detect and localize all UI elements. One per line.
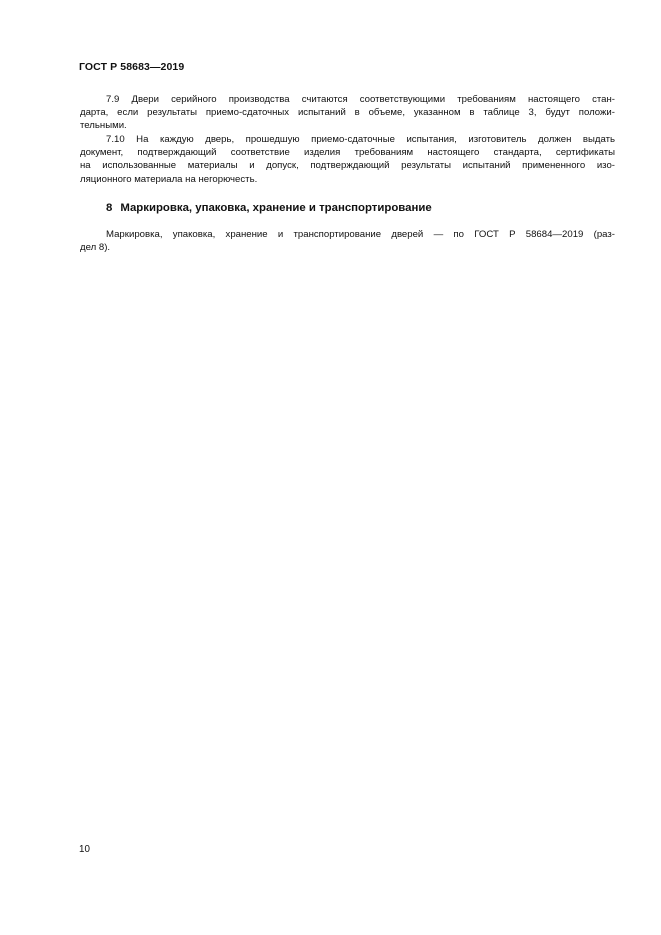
paragraph-line: 7.9 Двери серийного производства считаются соответствующими требованиям настоящего стан- [106, 94, 615, 105]
document-header: ГОСТ Р 58683—2019 [79, 61, 185, 73]
paragraph-line: тельными. [80, 120, 127, 132]
paragraph-line: 7.10 На каждую дверь, прошедшую приемо-сдаточные испытания, изготовитель должен выдать [106, 134, 615, 145]
paragraph-line: дарта, если результаты приемо-сдаточных испытаний в объеме, указанном в таблице 3, будут положи- [80, 107, 615, 119]
paragraph-7-10 [80, 133, 615, 186]
section-8-body [80, 228, 615, 254]
section-8-heading [106, 202, 432, 214]
paragraph-line: на использованные материалы и допуск, подтверждающий результаты испытаний примененного изо- [80, 160, 615, 172]
page-number: 10 [79, 844, 90, 855]
paragraph-line: ляционного материала на негорючесть. [80, 173, 258, 185]
section-number: 8 [106, 202, 113, 214]
paragraph-line: документ, подтверждающий соответствие изделия требованиям настоящего стандарта, сертификаты [80, 147, 615, 159]
section-title: Маркировка, упаковка, хранение и транспортирование [120, 202, 432, 214]
paragraph-7-9 [80, 93, 615, 133]
paragraph-line: Маркировка, упаковка, хранение и транспортирование дверей — по ГОСТ Р 58684—2019 (раз- [106, 229, 615, 240]
paragraph-line: дел 8). [80, 242, 111, 254]
